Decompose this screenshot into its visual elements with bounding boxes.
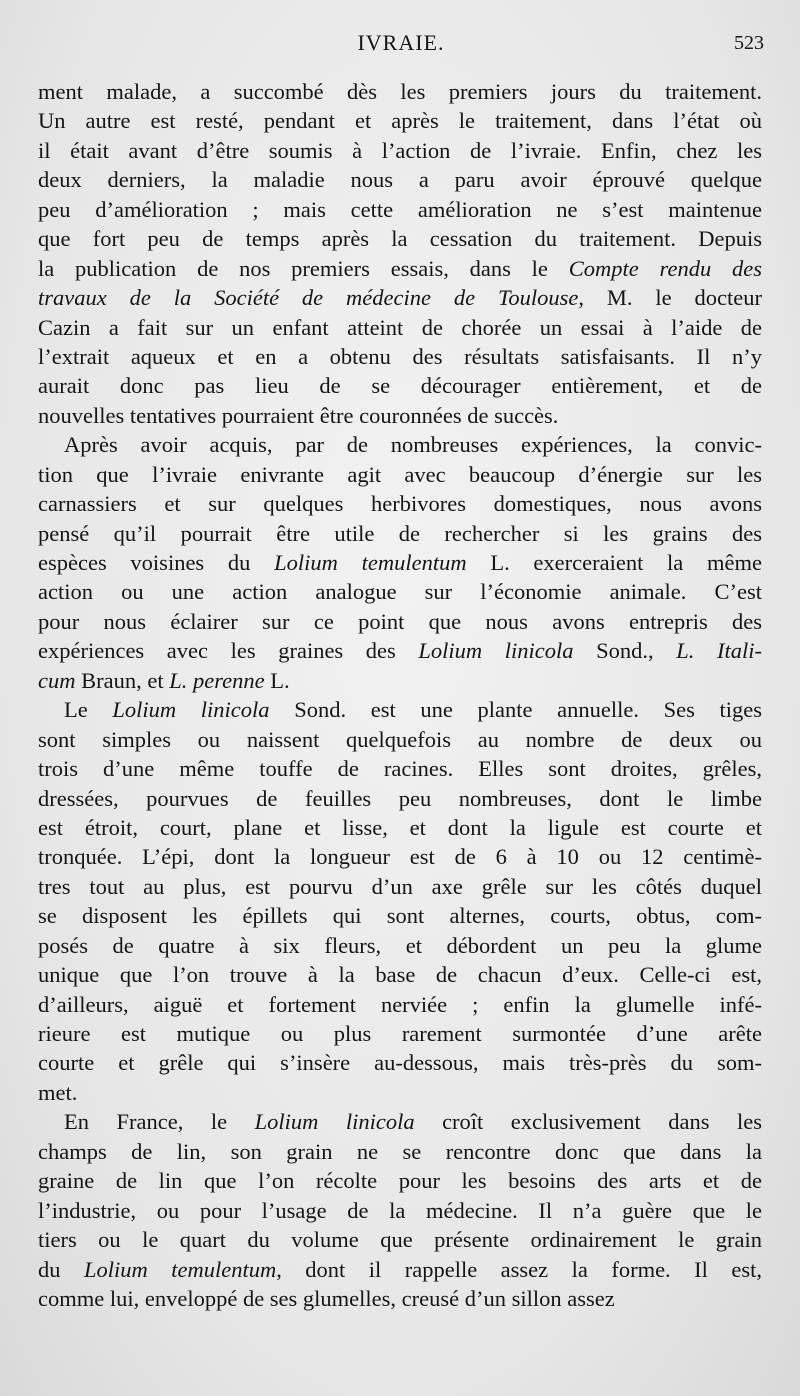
- text-line: [38, 931, 762, 960]
- text-segment: L. perenne: [169, 667, 265, 693]
- text-line: [38, 165, 762, 194]
- text-segment: Cazin a fait sur un enfant atteint de chorée un essai à l’aide de: [38, 314, 762, 340]
- text-segment: que fort peu de temps après la cessation du traitement. Depuis: [38, 226, 762, 252]
- body-text: [38, 77, 762, 1313]
- text-line: [38, 1255, 762, 1284]
- text-line: [38, 548, 762, 577]
- running-head: [38, 30, 764, 62]
- text-segment: champs de lin, son grain ne se rencontre donc que dans la: [38, 1138, 762, 1164]
- text-segment: pensé qu’il pourrait être utile de rechercher si les grains des: [38, 520, 762, 546]
- text-line: [38, 577, 762, 606]
- text-line: [38, 195, 762, 224]
- text-line: [38, 1284, 762, 1313]
- text-segment: Lolium linicola: [112, 697, 270, 723]
- text-segment: tion que l’ivraie enivrante agit avec beaucoup d’énergie sur les: [38, 461, 762, 487]
- text-line: [38, 254, 762, 283]
- paragraph: [38, 430, 762, 695]
- text-line: [38, 754, 762, 783]
- text-segment: tres tout au plus, est pourvu d’un axe grêle sur les côtés duquel: [38, 873, 762, 899]
- text-line: [38, 784, 762, 813]
- text-segment: , M. le docteur: [578, 285, 762, 311]
- text-segment: peu d’amélioration ; mais cette amélioration ne s’est maintenue: [38, 196, 762, 222]
- text-segment: Un autre est resté, pendant et après le traitement, dans l’état où: [38, 108, 762, 134]
- text-segment: L. exerceraient la même: [466, 550, 762, 575]
- text-segment: deux derniers, la maladie nous a paru avoir éprouvé quelque: [38, 167, 762, 193]
- text-segment: l’industrie, ou pour l’usage de la médecine. Il n’a guère que le: [38, 1197, 762, 1223]
- text-line: [38, 1225, 762, 1254]
- text-segment: sont simples ou naissent quelquefois au nombre de deux ou: [38, 726, 762, 752]
- text-line: [38, 607, 762, 636]
- text-segment: Lolium temulentum: [83, 1256, 277, 1282]
- text-segment: aurait donc pas lieu de se décourager entièrement, et de: [38, 373, 762, 399]
- text-segment: met.: [38, 1079, 78, 1105]
- text-line: [38, 283, 762, 312]
- text-segment: expériences avec les graines des: [38, 638, 419, 664]
- text-segment: du: [38, 1256, 84, 1282]
- text-line: [38, 430, 762, 459]
- text-segment: L. Itali-: [676, 638, 762, 664]
- text-segment: trois d’une même touffe de racines. Elles sont droites, grêles,: [38, 756, 762, 782]
- text-line: [38, 489, 762, 518]
- text-segment: Compte rendu des: [568, 255, 762, 281]
- text-line: [38, 371, 762, 400]
- page-number: 523: [734, 32, 764, 54]
- text-segment: Braun, et: [75, 667, 170, 693]
- text-segment: espèces voisines du: [38, 550, 275, 575]
- text-line: [38, 1107, 762, 1136]
- text-segment: dressées, pourvues de feuilles peu nombreuses, dont le limbe: [38, 785, 762, 811]
- paragraph: [38, 695, 762, 1107]
- text-segment: comme lui, enveloppé de ses glumelles, creusé d’un sillon assez: [38, 1285, 615, 1311]
- text-segment: Lolium linicola: [418, 638, 574, 664]
- text-segment: Lolium linicola: [254, 1109, 415, 1135]
- text-segment: la publication de nos premiers essais, dans le: [38, 255, 569, 281]
- text-segment: tronquée. L’épi, dont la longueur est de 6 à 10 ou 12 centimè-: [38, 844, 762, 870]
- text-segment: action ou une action analogue sur l’économie animale. C’est: [38, 579, 762, 605]
- text-line: [38, 342, 762, 371]
- text-segment: Le: [64, 697, 113, 723]
- text-line: [38, 460, 762, 489]
- text-segment: En France, le: [64, 1109, 255, 1135]
- text-line: [38, 136, 762, 165]
- text-segment: il était avant d’être soumis à l’action de l’ivraie. Enfin, chez les: [38, 137, 762, 163]
- text-line: [38, 990, 762, 1019]
- text-segment: Sond. est une plante annuelle. Ses tiges: [269, 697, 763, 723]
- text-line: [38, 1166, 762, 1195]
- text-line: [38, 77, 762, 106]
- text-segment: se disposent les épillets qui sont alternes, courts, obtus, com-: [38, 903, 762, 929]
- text-line: [38, 842, 762, 871]
- text-segment: graine de lin que l’on récolte pour les besoins des arts et de: [38, 1168, 762, 1194]
- text-line: [38, 1048, 762, 1077]
- text-line: [38, 401, 762, 430]
- text-segment: ment malade, a succombé dès les premiers jours du traitement.: [38, 79, 762, 104]
- paragraph: [38, 77, 762, 430]
- text-segment: rieure est mutique ou plus rarement surmontée d’une arête: [38, 1021, 762, 1046]
- text-segment: unique que l’on trouve à la base de chacun d’eux. Celle-ci est,: [38, 962, 762, 988]
- text-segment: nouvelles tentatives pourraient être couronnées de succès.: [38, 402, 559, 428]
- text-line: [38, 1196, 762, 1225]
- text-segment: pour nous éclairer sur ce point que nous avons entrepris des: [38, 608, 762, 634]
- text-segment: courte et grêle qui s’insère au-dessous, mais très-près du som-: [38, 1050, 762, 1076]
- text-segment: , dont il rappelle assez la forme. Il est,: [276, 1256, 762, 1282]
- text-line: [38, 106, 762, 135]
- text-line: [38, 519, 762, 548]
- text-line: [38, 1137, 762, 1166]
- text-line: [38, 1078, 762, 1107]
- text-segment: posés de quatre à six fleurs, et débordent un peu la glume: [38, 932, 762, 958]
- text-line: [38, 813, 762, 842]
- text-segment: L.: [264, 667, 290, 693]
- text-segment: cum: [38, 667, 76, 693]
- text-segment: croît exclusivement dans les: [414, 1109, 762, 1135]
- text-segment: Sond.,: [573, 638, 677, 664]
- text-line: [38, 695, 762, 724]
- text-segment: est étroit, court, plane et lisse, et dont la ligule est courte et: [38, 814, 762, 840]
- text-segment: tiers ou le quart du volume que présente ordinairement le grain: [38, 1227, 762, 1253]
- text-segment: d’ailleurs, aiguë et fortement nerviée ; enfin la glumelle infé-: [38, 991, 762, 1017]
- text-line: [38, 872, 762, 901]
- text-segment: carnassiers et sur quelques herbivores domestiques, nous avons: [38, 491, 762, 517]
- text-line: [38, 725, 762, 754]
- text-segment: travaux de la Société de médecine de Toulouse: [38, 285, 579, 311]
- text-segment: Lolium temulentum: [274, 550, 467, 575]
- text-line: [38, 636, 762, 665]
- text-line: [38, 224, 762, 253]
- text-line: [38, 901, 762, 930]
- paragraph: [38, 1107, 762, 1313]
- text-line: [38, 666, 762, 695]
- page-title: IVRAIE.: [357, 30, 445, 55]
- text-line: [38, 960, 762, 989]
- text-segment: l’extrait aqueux et en a obtenu des résultats satisfaisants. Il n’y: [38, 343, 762, 369]
- text-line: [38, 313, 762, 342]
- text-line: [38, 1019, 762, 1048]
- text-segment: Après avoir acquis, par de nombreuses expériences, la convic-: [64, 432, 762, 458]
